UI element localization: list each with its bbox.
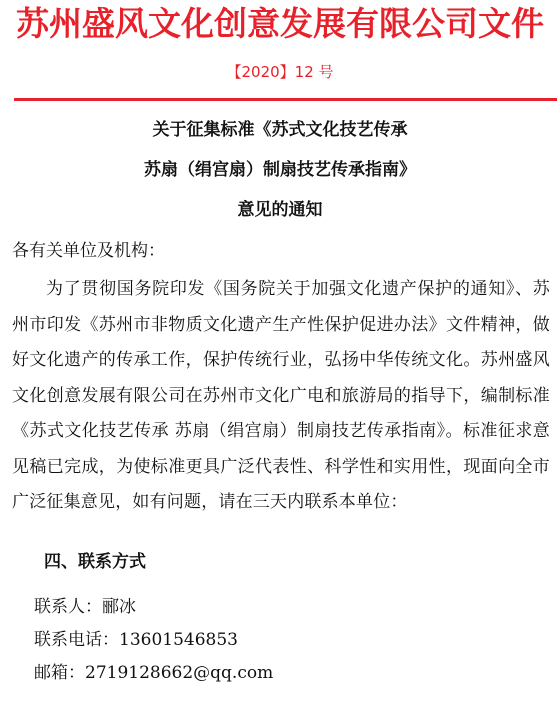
contact-person: [34, 594, 136, 620]
contact-person-label: 联系人：: [34, 597, 102, 617]
contact-phone-value: 13601546853: [119, 630, 238, 650]
letterhead-divider: [14, 98, 557, 101]
contact-person-value: 郦冰: [102, 597, 136, 617]
contact-email-label: 邮箱：: [34, 663, 85, 683]
document-heading-line-2: 苏扇（绢宫扇）制扇技艺传承指南》: [144, 160, 416, 180]
contact-phone: [34, 627, 238, 653]
letterhead-title: 苏州盛风文化创意发展有限公司文件: [16, 4, 544, 43]
contact-email-value: 2719128662@qq.com: [85, 663, 274, 683]
body-paragraph: 为了贯彻国务院印发《国务院关于加强文化遗产保护的通知》、苏州市印发《苏州市非物质文化遗产生产性保护促进办法》文件精神，做好文化遗产的传承工作，保护传统行业，弘扬中华传统文化。苏州盛风文化创意发展有限公司在苏州市文化广电和旅游局的指导下，编制标准《苏式文化技艺传承 苏扇（绢宫扇）制扇技艺传承指南》。标准征求意见稿已完成，为使标准更具广泛代表性、科学性和实用性，现面向全市广泛征集意见，如有问题，请在三天内联系本单位：: [12, 279, 550, 512]
contact-phone-label: 联系电话：: [34, 630, 119, 650]
salutation: 各有关单位及机构：: [12, 241, 165, 261]
document-heading-line-3: 意见的通知: [237, 200, 323, 220]
contact-email: [34, 660, 273, 686]
document-number: 【2020】12 号: [226, 63, 334, 81]
document-heading-line-1: 关于征集标准《苏式文化技艺传承: [152, 120, 408, 140]
contact-section-heading: 四、联系方式: [44, 552, 146, 572]
